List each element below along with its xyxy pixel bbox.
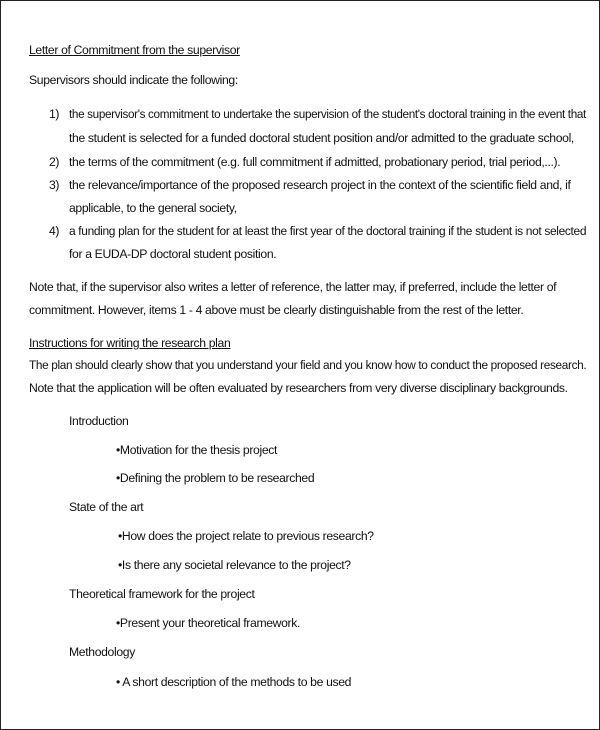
note-text: commitment. However, items 1 - 4 above must be clearly distinguishable from the rest of the letter. <box>29 303 524 317</box>
list-item-text: applicable, to the general society, <box>69 201 237 215</box>
list-item-text: the supervisor's commitment to undertake the supervision of the student's doctoral training in the event that <box>69 107 586 121</box>
supervisors-intro: Supervisors should indicate the following: <box>29 73 238 87</box>
section-title: Theoretical framework for the project <box>69 587 255 601</box>
section-title: Methodology <box>69 645 135 659</box>
list-number: 4) <box>49 224 60 238</box>
list-number: 3) <box>49 178 60 192</box>
list-number: 2) <box>49 155 60 169</box>
list-item-text: the relevance/importance of the proposed research project in the context of the scientific field and, if <box>69 178 571 192</box>
note-text: Note that, if the supervisor also writes a letter of reference, the latter may, if preferred, include the letter of <box>29 280 557 294</box>
section-title: State of the art <box>69 500 144 514</box>
letter-heading: Letter of Commitment from the supervisor <box>29 43 240 57</box>
instructions-heading: Instructions for writing the research plan <box>29 336 231 350</box>
section-bullet: •Defining the problem to be researched <box>116 471 315 485</box>
list-item-text: a funding plan for the student for at least the first year of the doctoral training if the student is not selected <box>69 224 587 238</box>
list-item-text: the student is selected for a funded doctoral student position and/or admitted to the graduate school, <box>69 131 574 145</box>
instructions-text: The plan should clearly show that you understand your field and you know how to conduct the proposed research. <box>29 358 587 372</box>
list-item-text: the terms of the commitment (e.g. full commitment if admitted, probationary period, trial period,...). <box>69 155 561 169</box>
list-item-text: for a EUDA-DP doctoral student position. <box>69 247 277 261</box>
section-bullet: •Present your theoretical framework. <box>116 616 301 630</box>
list-number: 1) <box>49 107 60 121</box>
section-bullet: •Motivation for the thesis project <box>116 443 278 457</box>
instructions-text: Note that the application will be often evaluated by researchers from very diverse disciplinary backgrounds. <box>29 381 568 395</box>
section-bullet: •Is there any societal relevance to the project? <box>118 558 351 572</box>
section-title: Introduction <box>69 414 129 428</box>
section-bullet: • A short description of the methods to be used <box>116 675 352 689</box>
section-bullet: •How does the project relate to previous research? <box>118 529 374 543</box>
